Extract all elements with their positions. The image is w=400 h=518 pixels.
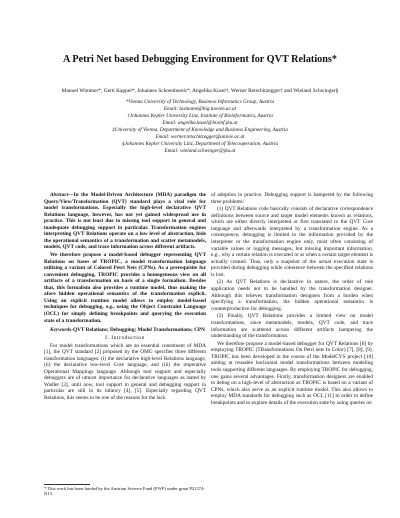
affiliation-2: †Johannes Kepler University Linz, Institute of Bioinformatics, Austria [127,113,273,119]
affiliation-3-email: Email: werner.retschitzegger@univie.ac.at [155,134,245,140]
affiliation-2-email: Email: angelika.kusel@bioinf.jku.at [162,120,238,126]
footnote-rule [44,484,90,485]
affiliation-1: *Vienna University of Technology, Business Informatics Group, Austria [125,99,275,105]
keywords [44,327,206,334]
affiliation-1-email: Email: lastname@big.tuwien.ac.at [163,106,237,112]
abstract-label: Abstract [50,192,69,198]
right-column [211,192,373,407]
affiliation-4: §Johannes Kepler University Linz, Department of Telecooperation, Austria [121,141,279,147]
affiliation-4-email: Email: wieland.schwinger@jku.at [164,148,236,154]
right-paragraph-2: (2) As QVT Relations is declarative in nature, the order of rule application needs not to be handled by the transformation designer. Although this relieves transformation designers from a burden when specifying a transformation, the hidden operational semantics is counterproductive for debugging. [211,279,373,312]
affiliation-3: ‡University of Vienna, Department of Knowledge and Business Engineering, Austria [112,127,288,133]
right-paragraph-0: of adoption in practice. Debugging support is hampered by the following three problems: [211,192,373,205]
author-list: Manuel Wimmer*, Gerti Kappel*, Johannes Schoenboeck*, Angelika Kusel†, Werner Retschitzegger† and Wieland Schwinger§ [61,88,339,94]
abstract-text: —In the Model-Driven Architecture (MDA) paradigm the Query/View/Transformation (QVT) standard plays a vital role for model transformations. Especially the high-level declarative QVT Relations language, however, has not yet gained widespread use in practice. This is not least due to missing tool support in general and inadequate debugging support in particular. Transformation engines interpreting QVT Relations operate on a low level of abstraction, hide the operational semantics of a transformation and scatter metamodels, models, QVT code, and trace information across different artifacts. [44,192,206,251]
abstract-paragraph [44,192,206,251]
abstract-paragraph-2: We therefore propose a model-based debugger representing QVT Relations on bases of TROPIC, a model transformation language utilizing a variant of Colored Petri Nets (CPNs). As a prerequisite for convenient debugging, TROPIC provides a homogeneous view on all artifacts of a transformation on basis of a single formalism. Besides that, this formalism also provides a runtime model, thus making the afore hidden operational semantics of the transformation explicit. Using an explicit runtime model allows to employ model-based techniques for debugging, e.g., using the Object Constraint Language (OCL) for simply defining breakpoints and querying the execution state of a transformation. [44,252,206,324]
keywords-text: -QVT Relations; Debugging; Model Transformations; CPN [71,327,205,334]
right-paragraph-3: (3) Finally, QVT Relations provides a limited view on model transformations, since metamodels, models, QVT code, and trace information are scattered across different artifacts hampering the understanding of the transformation. [211,313,373,340]
paper-title: A Petri Net based Debugging Environment for QVT Relations* [63,54,337,65]
right-paragraph-4: We therefore propose a model-based debugger for QVT Relations [6] by employing TROPIC (TRansformations On Petri nets In Color) [7], [8], [9]. TROPIC has been developed in the course of the ModelCVS project [10] aiming at reusable horizontal model transformations between modeling tools supporting different languages. By employing TROPIC for debugging, one gains several advantages. Firstly, transformation designers are enabled to debug on a high-level of abstraction as TROPIC is based on a variant of CPNs, which also serve as an explicit runtime model. This also allows to employ MDA standards for debugging such as OCL [11] in order to define breakpoints and to explore details of the execution state by using queries on [211,340,373,406]
section-heading-introduction: I. Introduction [105,334,145,341]
right-paragraph-1: (1) QVT Relations code basically consists of declarative correspondence definitions between source and target model elements known as relations, which are either directly interpreted or first translated to the QVT Core language and afterwards interpreted by a transformation engine. As a consequence, debugging is limited to the information provided by the interpreter or the transformation engine only, most often consisting of variable values or logging messages, but missing important information, e.g., why a certain relation is executed or at when a certain target element is actually created. Thus, only a snapshot of the actual execution state is provided during debugging while coherence between the specified relations is lost. [211,206,373,278]
intro-paragraph-1: For model transformations which are an essential constituent of MDA [1], the QVT standard [2] proposed by the OMG specifies three different transformation languages: (i) the declarative high-level Relations language, (ii) the declarative low-level Core language, and (iii) the imperative Operational Mappings language. Although tool support and especially debuggers are of utmost importance for declarative languages as stated by Wadler [3], until now, tool support in general and debugging support in particular are still in its infancy [4], [5]. Especially regarding QVT Relations, this seems to be one of the reasons for the lack [44,342,206,401]
keywords-label: Keywords [50,327,72,334]
footnote: * This work has been funded by the Austrian Science Fund (FWF) under grant P21374-N13. [44,486,205,497]
left-column [44,192,206,403]
